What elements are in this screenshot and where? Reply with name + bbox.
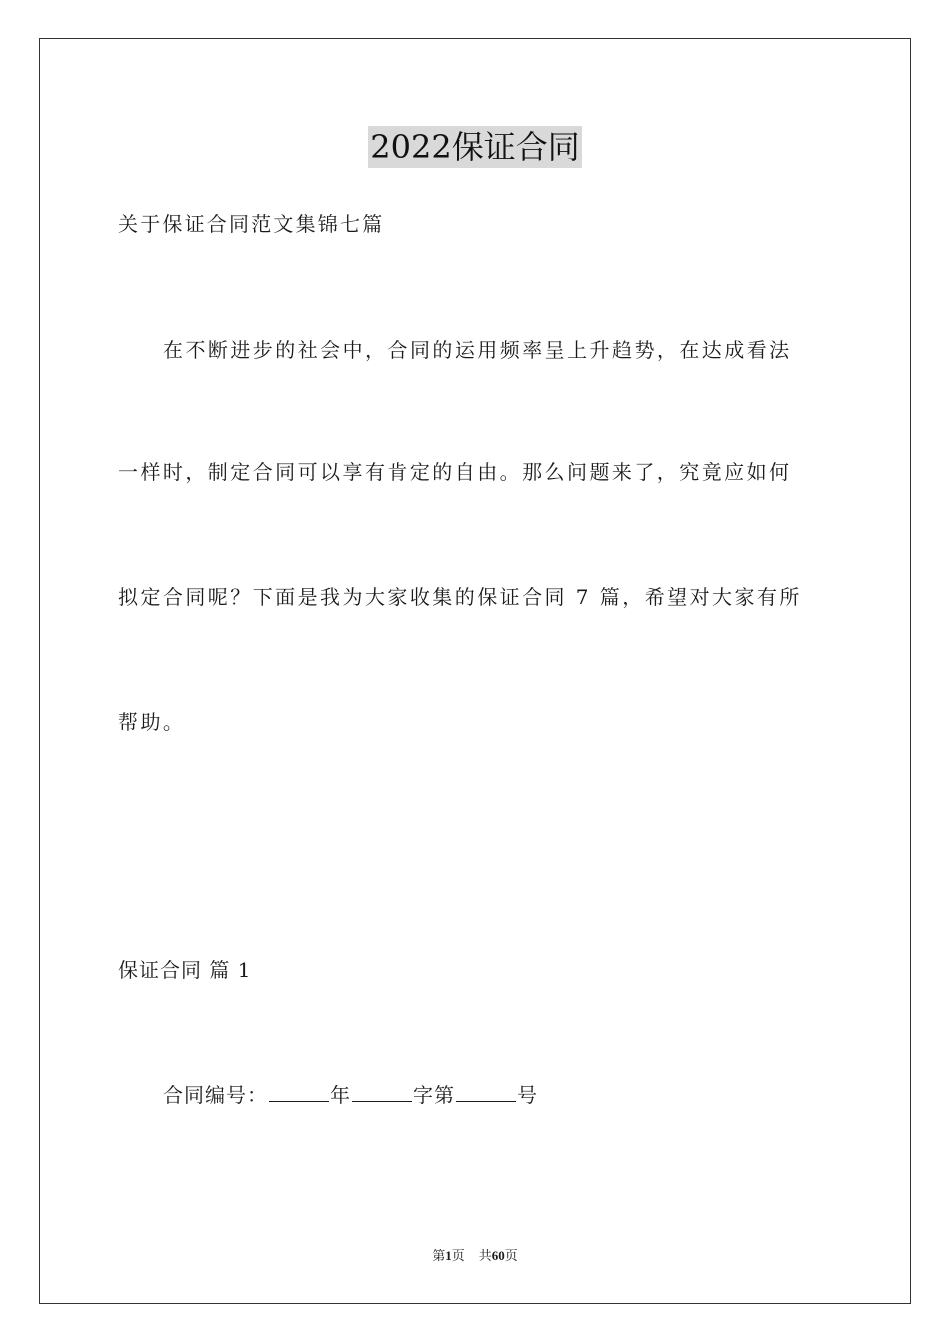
contract-word-blank xyxy=(352,1081,412,1102)
contract-number-blank xyxy=(456,1081,516,1102)
contract-number-row xyxy=(163,1081,538,1109)
section-heading: 保证合同 篇 1 xyxy=(118,958,252,982)
footer-page-unit: 页 xyxy=(451,1248,465,1263)
contract-word-suffix: 字第 xyxy=(413,1083,455,1107)
document-title: 2022保证合同 xyxy=(370,128,580,166)
contract-year-suffix: 年 xyxy=(330,1083,351,1107)
contract-number-label: 合同编号： xyxy=(163,1083,268,1107)
contract-year-blank xyxy=(269,1081,329,1102)
document-subtitle: 关于保证合同范文集锦七篇 xyxy=(118,212,385,236)
footer-total-pages: 60 xyxy=(491,1248,505,1263)
footer-page-number: 1 xyxy=(445,1248,452,1263)
footer-total-prefix: 共 xyxy=(478,1248,492,1263)
title-container xyxy=(0,126,950,168)
intro-line-3: 拟定合同呢？下面是我为大家收集的保证合同 7 篇，希望对大家有所 xyxy=(118,585,802,609)
footer-page-prefix: 第 xyxy=(432,1248,446,1263)
intro-line-4: 帮助。 xyxy=(118,710,186,734)
contract-number-suffix: 号 xyxy=(517,1083,538,1107)
intro-line-2: 一样时，制定合同可以享有肯定的自由。那么问题来了，究竟应如何 xyxy=(118,460,792,484)
intro-line-1: 在不断进步的社会中，合同的运用频率呈上升趋势，在达成看法 xyxy=(163,338,792,362)
page-footer xyxy=(0,1247,950,1265)
footer-total-unit: 页 xyxy=(504,1248,518,1263)
